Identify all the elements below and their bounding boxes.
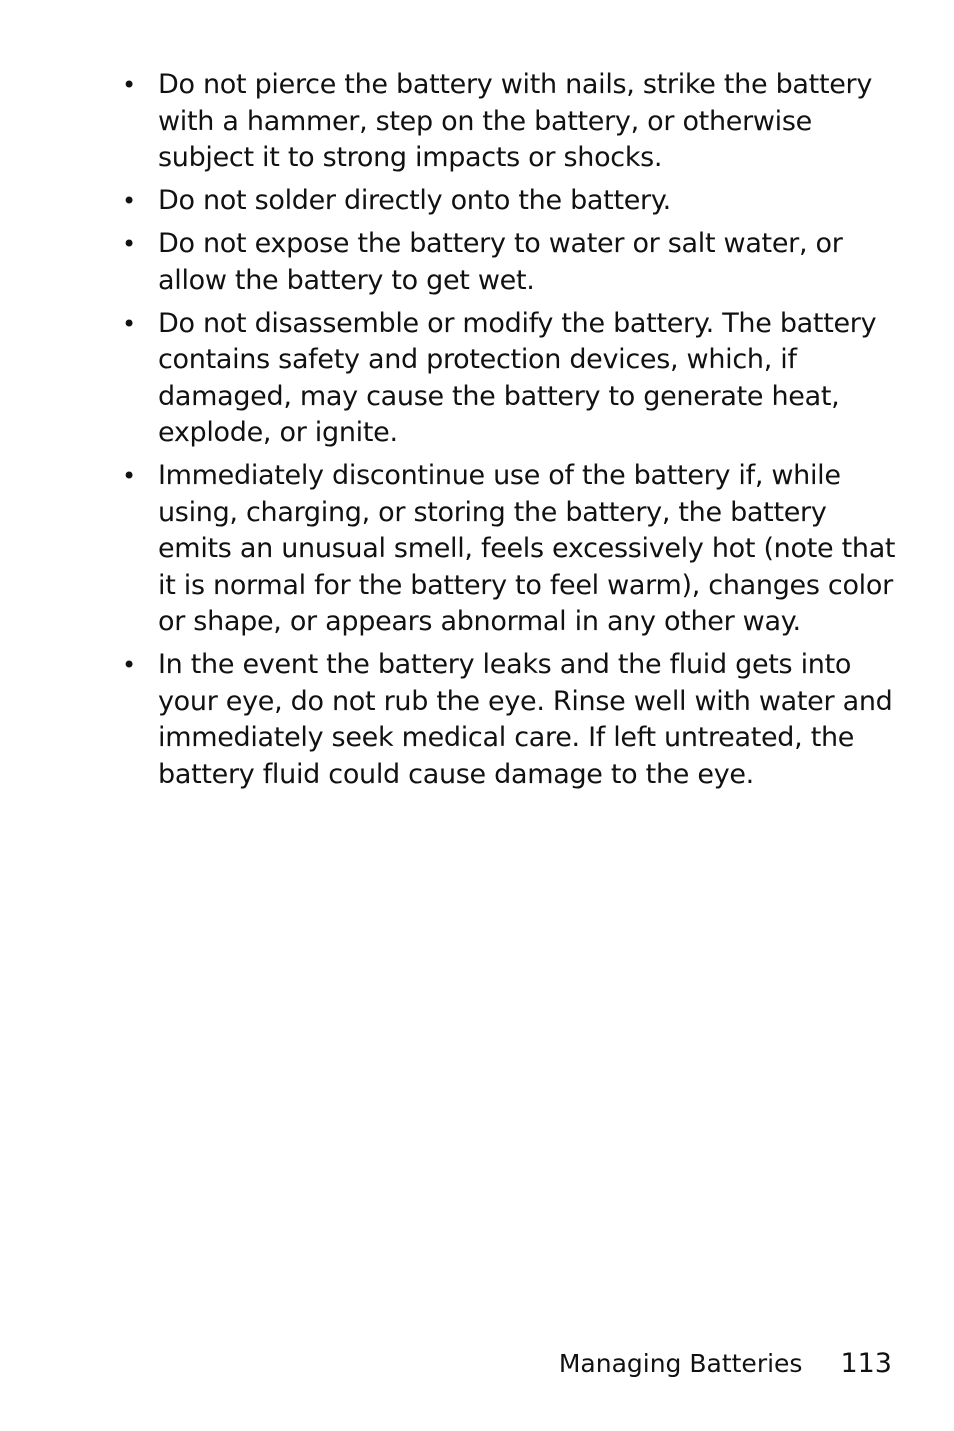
list-item-text: In the event the battery leaks and the fluid gets into your eye, do not rub the eye. Rinse well with water and immediately seek medical care. If left untreated, the battery fluid could cause damage to the eye. bbox=[158, 649, 893, 790]
battery-safety-list bbox=[118, 67, 908, 800]
list-item-text: Do not disassemble or modify the battery. The battery contains safety and protection devices, which, if damaged, may cause the battery to generate heat, explode, or ignite. bbox=[158, 307, 877, 448]
bullet-icon: • bbox=[122, 187, 136, 215]
list-item bbox=[118, 226, 908, 299]
page-number: 113 bbox=[840, 1348, 892, 1379]
list-item bbox=[118, 183, 908, 220]
bullet-icon: • bbox=[122, 651, 136, 679]
bullet-icon: • bbox=[122, 71, 136, 99]
bullet-icon: • bbox=[122, 462, 136, 490]
list-item bbox=[118, 458, 908, 641]
page-footer bbox=[559, 1344, 892, 1384]
list-item bbox=[118, 647, 908, 793]
list-item-text: Immediately discontinue use of the battery if, while using, charging, or storing the battery, the battery emits an unusual smell, feels excessively hot (note that it is normal for the battery to feel warm), changes color or shape, or appears abnormal in any other way. bbox=[158, 460, 896, 637]
list-item-text: Do not expose the battery to water or salt water, or allow the battery to get wet. bbox=[158, 228, 843, 296]
list-item bbox=[118, 306, 908, 452]
bullet-icon: • bbox=[122, 309, 136, 338]
list-item bbox=[118, 67, 908, 177]
footer-section-title: Managing Batteries bbox=[558, 1349, 803, 1378]
list-item-text: Do not solder directly onto the battery. bbox=[158, 185, 671, 216]
bullet-icon: • bbox=[122, 230, 136, 258]
list-item-text: Do not pierce the battery with nails, strike the battery with a hammer, step on the battery, or otherwise subject it to strong impacts or shocks. bbox=[158, 69, 873, 173]
